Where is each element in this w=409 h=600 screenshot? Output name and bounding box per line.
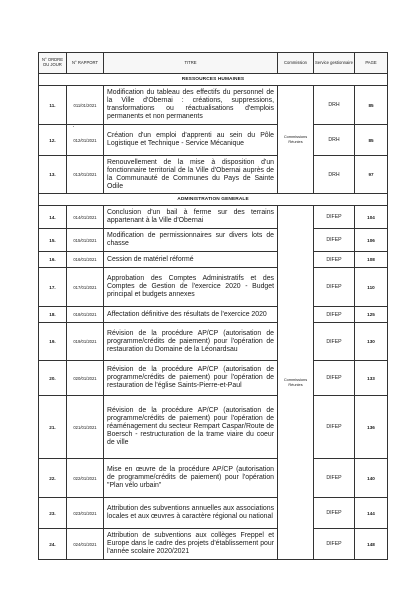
row-title: Affectation définitive des résultats de l'exercice 2020 [104, 307, 278, 323]
row-number: 24. [39, 529, 67, 560]
row-number: 21. [39, 396, 67, 459]
row-rapport: 012/01/2021 [67, 125, 104, 156]
row-rapport: 016/01/2021 [67, 252, 104, 268]
row-service: DIFEP [314, 268, 355, 307]
row-title: Cession de matériel réformé [104, 252, 278, 268]
table-row [39, 323, 388, 361]
table-row [39, 252, 388, 268]
section-row-admin [39, 194, 388, 206]
row-service: DIFEP [314, 229, 355, 252]
row-rapport: 023/01/2021 [67, 498, 104, 529]
row-page: 106 [355, 229, 388, 252]
header-page: PAGE [355, 53, 388, 74]
scan-speck [73, 126, 74, 127]
row-number: 20. [39, 361, 67, 396]
row-service: DIFEP [314, 396, 355, 459]
row-service: DIFEP [314, 529, 355, 560]
row-title: Révision de la procédure AP/CP (autorisation de programme/crédits de paiement) pour l'opération de restauration du Domaine de la Léonardsau [104, 323, 278, 361]
table-row [39, 459, 388, 498]
row-page: 85 [355, 125, 388, 156]
row-page: 85 [355, 86, 388, 125]
row-title: Création d'un emploi d'apprenti au sein du Pôle Logistique et Technique - Service Mécanique [104, 125, 278, 156]
table-row [39, 86, 388, 125]
row-number: 19. [39, 323, 67, 361]
table-row [39, 529, 388, 560]
row-service: DIFEP [314, 323, 355, 361]
row-rapport: 024/01/2021 [67, 529, 104, 560]
table-row [39, 229, 388, 252]
row-rapport: 021/01/2021 [67, 396, 104, 459]
table-row [39, 361, 388, 396]
header-titre: TITRE [104, 53, 278, 74]
row-service: DIFEP [314, 252, 355, 268]
row-service: DIFEP [314, 459, 355, 498]
row-number: 18. [39, 307, 67, 323]
table-row [39, 156, 388, 194]
table-row [39, 498, 388, 529]
row-page: 140 [355, 459, 388, 498]
row-commission: Commissions Réunies [278, 86, 314, 194]
row-title: Mise en œuvre de la procédure AP/CP (autorisation de programme/crédits de paiement) pour l'opération "Plan vélo urbain" [104, 459, 278, 498]
row-number: 17. [39, 268, 67, 307]
row-service: DRH [314, 156, 355, 194]
row-service: DIFEP [314, 498, 355, 529]
header-rapport: N° RAPPORT [67, 53, 104, 74]
row-number: 12. [39, 125, 67, 156]
row-number: 16. [39, 252, 67, 268]
row-rapport: 011/01/2021 [67, 86, 104, 125]
header-service: Service gestionnaire [314, 53, 355, 74]
row-rapport: 017/01/2021 [67, 268, 104, 307]
row-page: 136 [355, 396, 388, 459]
row-title: Renouvellement de la mise à disposition d'un fonctionnaire territorial de la Ville d'Obernai auprès de la Communauté de Communes du Pays de Sainte Odile [104, 156, 278, 194]
row-rapport: 022/01/2021 [67, 459, 104, 498]
row-rapport: 015/01/2021 [67, 229, 104, 252]
row-service: DIFEP [314, 361, 355, 396]
row-title: Révision de la procédure AP/CP (autorisation de programme/crédits de paiement) pour l'opération de restauration de l'église Saints-Pierre-et-Paul [104, 361, 278, 396]
section-title: RESSOURCES HUMAINES [39, 74, 388, 86]
row-number: 22. [39, 459, 67, 498]
row-number: 13. [39, 156, 67, 194]
table-row [39, 396, 388, 459]
header-row [39, 53, 388, 74]
row-title: Révision de la procédure AP/CP (autorisation de programme/crédits de paiement) pour l'opération de réaménagement du secteur Rempart Caspar/Route de Boersch - restructuration de la trame viaire du coeur de ville [104, 396, 278, 459]
row-service: DIFEP [314, 206, 355, 229]
row-number: 23. [39, 498, 67, 529]
section-title: ADMINISTRATION GENERALE [39, 194, 388, 206]
row-page: 148 [355, 529, 388, 560]
row-title: Approbation des Comptes Administratifs et des Comptes de Gestion de l'exercice 2020 - Budget principal et budgets annexes [104, 268, 278, 307]
row-rapport: 018/01/2021 [67, 307, 104, 323]
row-page: 133 [355, 361, 388, 396]
header-ordre: N° ORDRE DU JOUR [39, 53, 67, 74]
row-page: 125 [355, 307, 388, 323]
row-page: 97 [355, 156, 388, 194]
row-number: 11. [39, 86, 67, 125]
row-title: Attribution de subventions aux collèges Freppel et Europe dans le cadre des projets d'établissement pour l'année scolaire 2020/2021 [104, 529, 278, 560]
row-service: DRH [314, 86, 355, 125]
row-title: Conclusion d'un bail à ferme sur des terrains appartenant à la Ville d'Obernai [104, 206, 278, 229]
row-title: Modification de permissionnaires sur divers lots de chasse [104, 229, 278, 252]
row-page: 110 [355, 268, 388, 307]
row-service: DIFEP [314, 307, 355, 323]
row-service: DRH [314, 125, 355, 156]
row-page: 130 [355, 323, 388, 361]
row-title: Modification du tableau des effectifs du personnel de la Ville d'Obernai : créations, suppressions, transformations ou réactualisations d'emplois permanents et non permanents [104, 86, 278, 125]
table-row [39, 268, 388, 307]
row-page: 144 [355, 498, 388, 529]
agenda-table [38, 52, 388, 560]
table-row [39, 206, 388, 229]
row-rapport: 020/01/2021 [67, 361, 104, 396]
section-row-rh [39, 74, 388, 86]
row-rapport: 014/01/2021 [67, 206, 104, 229]
row-rapport: 013/01/2021 [67, 156, 104, 194]
row-rapport: 019/01/2021 [67, 323, 104, 361]
table-row [39, 307, 388, 323]
row-number: 14. [39, 206, 67, 229]
row-number: 15. [39, 229, 67, 252]
row-page: 108 [355, 252, 388, 268]
header-commission: Commission [278, 53, 314, 74]
table-row [39, 125, 388, 156]
row-title: Attribution des subventions annuelles aux associations locales et aux œuvres à caractère régional ou national [104, 498, 278, 529]
row-page: 104 [355, 206, 388, 229]
row-commission: Commissions Réunies [278, 206, 314, 560]
